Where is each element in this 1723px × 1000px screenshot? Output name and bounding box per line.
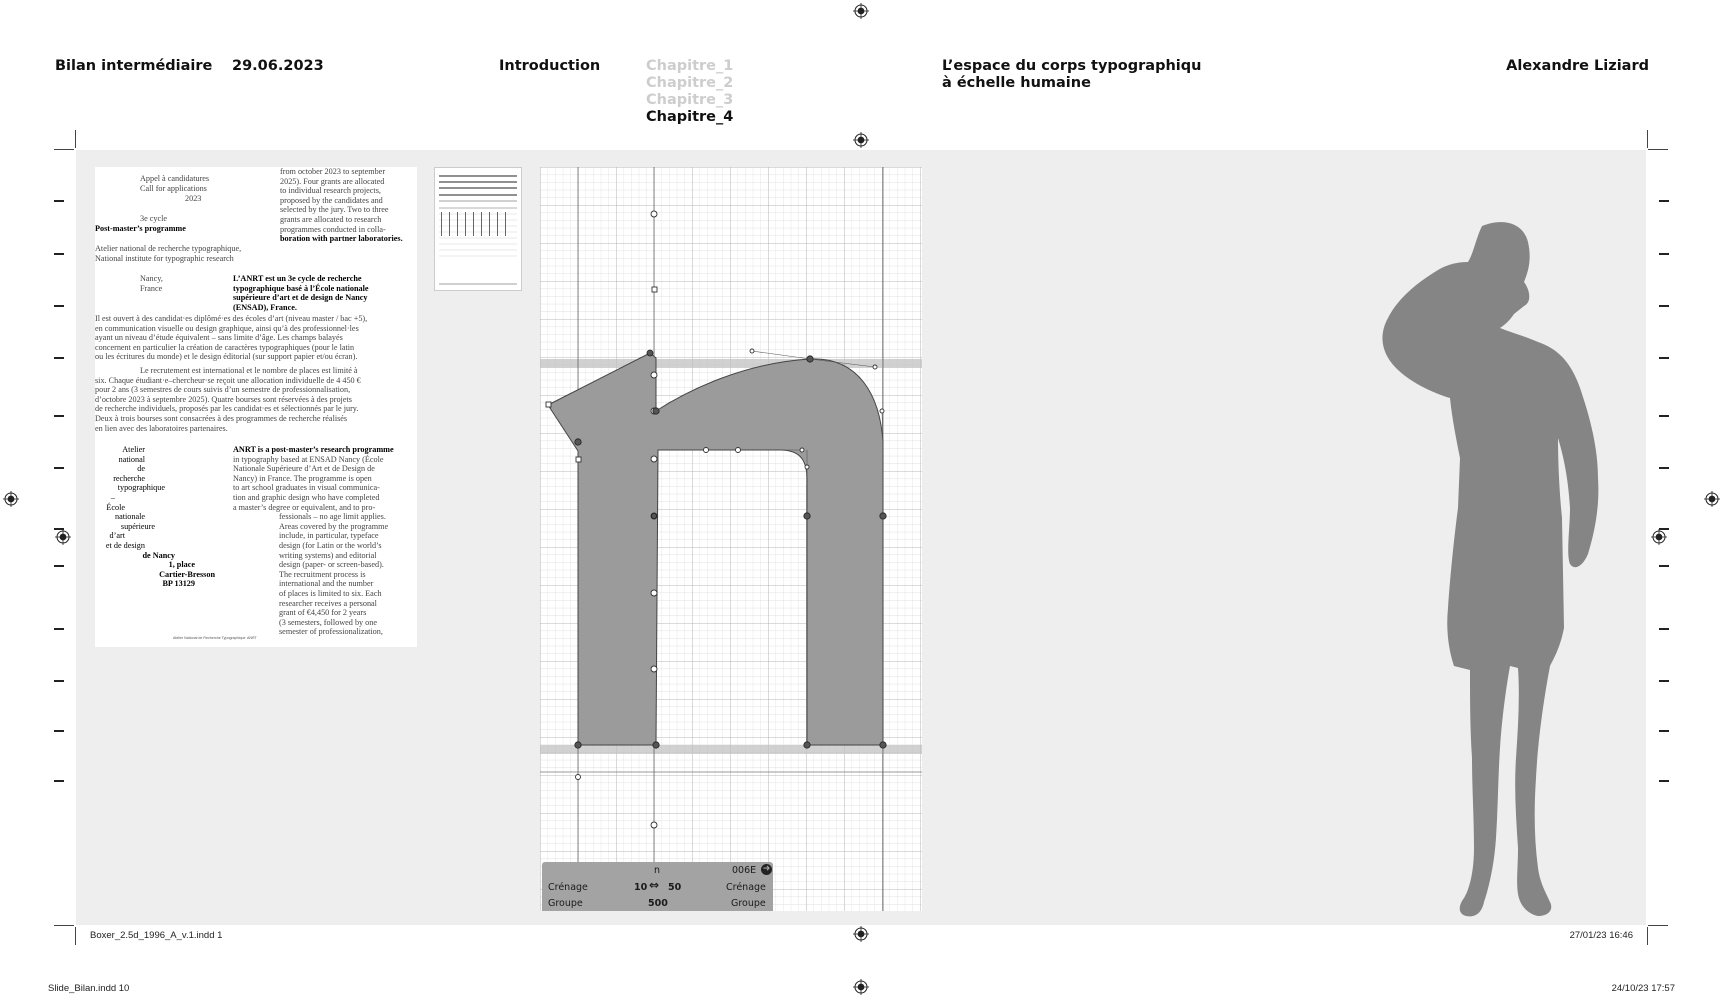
call-title-en: Call for applications bbox=[140, 184, 207, 193]
glyph-grid-svg bbox=[540, 167, 922, 911]
author-name: Alexandre Liziard bbox=[1506, 58, 1649, 74]
glyph-metrics-panel bbox=[542, 862, 773, 911]
chapter-list bbox=[646, 58, 733, 126]
margin-tick bbox=[1659, 528, 1669, 530]
margin-tick bbox=[54, 467, 64, 469]
chapter-1: Chapitre_1 bbox=[646, 58, 734, 74]
margin-tick bbox=[54, 200, 64, 202]
chapter-4-current: Chapitre_4 bbox=[646, 109, 734, 125]
margin-tick bbox=[54, 680, 64, 682]
margin-tick bbox=[1659, 200, 1669, 202]
margin-tick bbox=[1659, 565, 1669, 567]
crop-mark bbox=[75, 927, 76, 945]
page-footer-anrt: ANRT bbox=[247, 636, 257, 640]
margin-tick bbox=[54, 415, 64, 417]
programme-label: Post-master’s programme bbox=[95, 224, 186, 233]
city: Nancy, bbox=[140, 274, 163, 283]
anrt-english: ANRT is a post-master’s research programme in typography based at ENSAD Nancy (École Nationale Supérieure d’Art et de Design de Nancy) in France. The programme is open to art school graduates in visual communica- tion and graphic design who have completed a master’s degree or equivalent, and to pro- fessionals – no age limit applies. Areas covered by the programme include, in particular, typeface design (for Latin or the world’s writing systems) and editorial design (paper- or screen-based). The recruitment process is international and the number of places is limited to six. Each researcher receives a personal grant of €4,450 for 2 years (3 semesters, followed by one semester of professionalization, bbox=[233, 445, 394, 637]
country: France bbox=[140, 284, 163, 293]
column-right-top: from october 2023 to september 2025). Four grants are allocated to individual research projects, proposed by the candidates and selected by the jury. Two to three grants are allocated to research programmes conducted in colla- boration with partner laboratories. bbox=[280, 167, 403, 244]
glyph-editor-canvas[interactable] bbox=[540, 167, 922, 911]
registration-mark-bottom bbox=[853, 979, 869, 995]
registration-mark-inner-bottom bbox=[853, 926, 869, 942]
crop-mark bbox=[54, 925, 74, 926]
margin-tick bbox=[54, 528, 64, 530]
crop-mark bbox=[1647, 130, 1648, 148]
margin-tick bbox=[54, 565, 64, 567]
call-title-fr: Appel à candidatures bbox=[140, 174, 210, 183]
paragraph-fr-2: Le recrutement est international et le nombre de places est limité à six. Chaque étudiant·e–chercheur·se reçoit une allocation individuelle de 4 450 € pour 2 ans (3 semestres de cours suivis d’un semestre de professionnalisation, d’octobre 2023 à septembre 2025). Quatre bourses sont réservées à des projets de recherche individuels, proposés par les candidat·es et sélectionnés par le jury. Deux à trois bourses sont consacrées à des programmes de recherche réalisés en lien avec des laboratoires partenaires. bbox=[95, 366, 361, 433]
registration-mark-inner-left bbox=[55, 529, 71, 545]
page-title bbox=[942, 58, 1201, 92]
registration-mark-left bbox=[3, 491, 19, 507]
crop-mark bbox=[1647, 927, 1648, 945]
left-sidebearing-value[interactable]: 10 bbox=[634, 882, 648, 893]
page-title-line-2: à échelle humaine bbox=[942, 75, 1091, 91]
call-year: 2023 bbox=[185, 194, 202, 203]
go-arrow-icon[interactable]: ➜ bbox=[762, 864, 771, 874]
margin-tick bbox=[1659, 467, 1669, 469]
address-block: Atelier national de recherche typographique – École nationale supérieure d’art et de design de Nancy 1, place Cartier-Bresson BP 13129 bbox=[105, 445, 215, 589]
intro-fr: L’ANRT est un 3e cycle de recherche typographique basé à l’École nationale supérieure d’art et de design de Nancy (ENSAD), France. bbox=[233, 274, 369, 312]
margin-tick bbox=[54, 357, 64, 359]
kerning-left-label: Crénage bbox=[548, 882, 588, 893]
report-title: Bilan intermédiaire bbox=[55, 58, 213, 74]
margin-tick bbox=[54, 305, 64, 307]
section-title: Introduction bbox=[499, 58, 601, 74]
atelier-fr: Atelier national de recherche typographique, bbox=[95, 244, 242, 253]
crop-mark bbox=[1648, 925, 1668, 926]
margin-tick bbox=[1659, 253, 1669, 255]
right-sidebearing-value[interactable]: 50 bbox=[668, 882, 682, 893]
report-date: 29.06.2023 bbox=[232, 58, 324, 74]
indd-date-right: 27/01/23 16:46 bbox=[1569, 930, 1633, 941]
margin-tick bbox=[54, 730, 64, 732]
human-silhouette bbox=[1378, 218, 1630, 930]
registration-mark-top bbox=[853, 3, 869, 19]
crop-mark bbox=[54, 149, 74, 150]
glyph-unicode: 006E bbox=[732, 865, 757, 876]
slide-date-right: 24/10/23 17:57 bbox=[1611, 983, 1675, 994]
kerning-right-label: Crénage bbox=[726, 882, 766, 893]
indd-file-left: Boxer_2.5d_1996_A_v.1.indd 1 bbox=[90, 930, 223, 941]
margin-tick bbox=[1659, 780, 1669, 782]
atelier-en: National institute for typographic research bbox=[95, 254, 234, 263]
registration-mark-right bbox=[1704, 491, 1720, 507]
group-right-label: Groupe bbox=[731, 898, 766, 909]
slide-file-left: Slide_Bilan.indd 10 bbox=[48, 983, 130, 994]
page-title-line-1: L’espace du corps typographiqu bbox=[942, 58, 1202, 74]
crop-mark bbox=[75, 130, 76, 148]
crop-mark bbox=[1648, 149, 1668, 150]
margin-tick bbox=[54, 628, 64, 630]
margin-tick bbox=[1659, 628, 1669, 630]
poster-thumbnail bbox=[434, 167, 522, 291]
group-left-label: Groupe bbox=[548, 898, 583, 909]
registration-mark-inner-top bbox=[853, 132, 869, 148]
margin-tick bbox=[54, 253, 64, 255]
registration-mark-inner-right bbox=[1651, 529, 1667, 545]
margin-tick bbox=[1659, 305, 1669, 307]
margin-tick bbox=[54, 780, 64, 782]
sidebearing-link-icon[interactable]: ⇔ bbox=[649, 878, 660, 892]
margin-tick bbox=[1659, 357, 1669, 359]
margin-tick bbox=[1659, 680, 1669, 682]
call-for-applications-page bbox=[95, 167, 417, 647]
margin-tick bbox=[1659, 415, 1669, 417]
advance-width-value[interactable]: 500 bbox=[648, 898, 668, 909]
paragraph-fr-1: Il est ouvert à des candidat·es diplômé·es des écoles d’art (niveau master / bac +5), en communication visuelle ou design graphique, ainsi qu’à des professionnel·les ayant un niveau d’étude équivalent – sans limite d’âge. Les champs balayés concernent en particulier la création de caractères typographiques (pour le latin ou les écritures du monde) et le design éditorial (sur support papier et/ou écran). bbox=[95, 314, 368, 362]
cycle-label: 3e cycle bbox=[140, 214, 168, 223]
chapter-2: Chapitre_2 bbox=[646, 75, 734, 91]
glyph-name: n bbox=[654, 865, 661, 876]
chapter-3: Chapitre_3 bbox=[646, 92, 734, 108]
page-footer-label: Atelier National de Recherche Typographique bbox=[173, 636, 246, 640]
margin-tick bbox=[1659, 730, 1669, 732]
